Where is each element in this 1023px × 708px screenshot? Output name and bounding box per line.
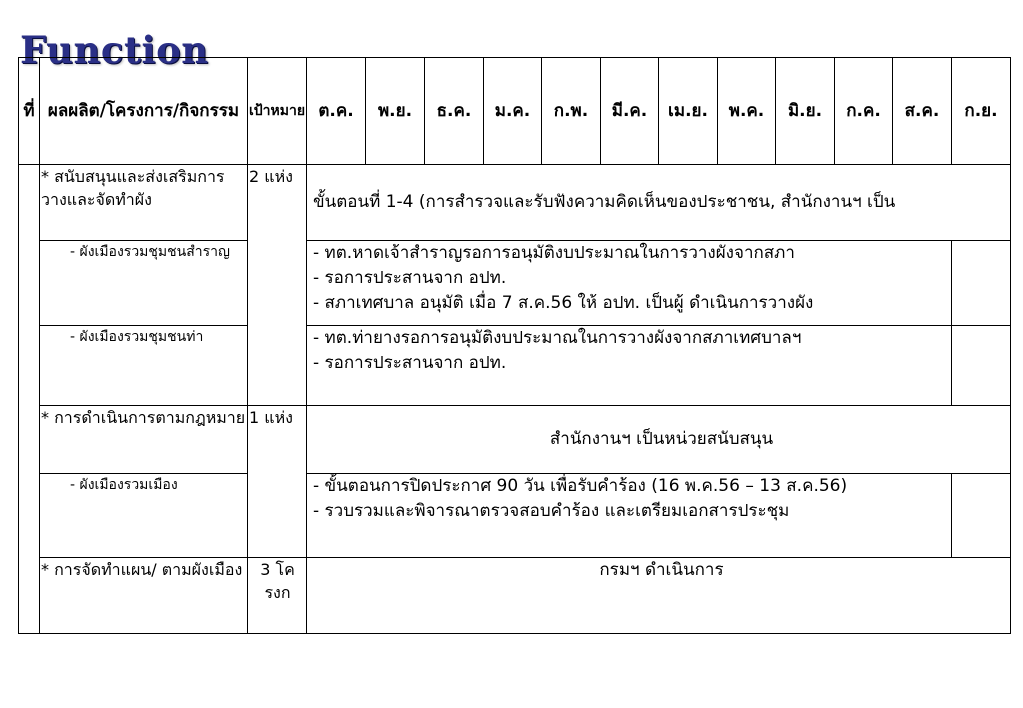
no-cell bbox=[19, 165, 40, 634]
empty-cell bbox=[952, 326, 1011, 406]
header-month: เม.ย. bbox=[659, 58, 718, 165]
item-name: - ผังเมืองรวมชุมชนสำราญ bbox=[40, 241, 248, 326]
header-month: ต.ค. bbox=[307, 58, 366, 165]
table-row bbox=[19, 474, 1011, 558]
header-month: ส.ค. bbox=[893, 58, 952, 165]
section-heading: * การดำเนินการตามกฎหมาย bbox=[40, 406, 248, 474]
header-row bbox=[19, 58, 1011, 165]
header-month: ก.พ. bbox=[542, 58, 601, 165]
table-row bbox=[19, 406, 1011, 474]
progress-line: - ทต.ท่ายางรอการอนุมัติงบประมาณในการวางผังจากสภาเทศบาลฯ bbox=[313, 328, 802, 348]
header-no: ที่ bbox=[19, 58, 40, 165]
header-month: มิ.ย. bbox=[776, 58, 835, 165]
header-month: มี.ค. bbox=[601, 58, 659, 165]
section-summary: ขั้นตอนที่ 1-4 (การสำรวจและรับฟังความคิดเห็นของประชาชน, สำนักงานฯ เป็น bbox=[307, 165, 1011, 241]
item-name: - ผังเมืองรวมชุมชนท่า bbox=[40, 326, 248, 406]
header-target: เป้าหมาย bbox=[248, 58, 307, 165]
header-month: ก.ค. bbox=[835, 58, 893, 165]
progress-line: - ขั้นตอนการปิดประกาศ 90 วัน เพื่อรับคำร้อง (16 พ.ค.56 – 13 ส.ค.56) bbox=[313, 476, 848, 496]
progress-line: - สภาเทศบาล อนุมัติ เมื่อ 7 ส.ค.56 ให้ อปท. เป็นผู้ ดำเนินการวางผัง bbox=[313, 293, 814, 313]
item-progress bbox=[307, 474, 952, 558]
progress-line: - รอการประสานจาก อปท. bbox=[313, 268, 507, 288]
table-row bbox=[19, 241, 1011, 326]
section-heading: * การจัดทำแผน/ ตามผังเมือง bbox=[40, 558, 248, 634]
header-project: ผลผลิต/โครงการ/กิจกรรม bbox=[40, 58, 248, 165]
empty-cell bbox=[952, 474, 1011, 558]
item-name: - ผังเมืองรวมเมือง bbox=[40, 474, 248, 558]
section-target: 2 แห่ง bbox=[248, 165, 307, 406]
progress-line: - รวบรวมและพิจารณาตรวจสอบคำร้อง และเตรียมเอกสารประชุม bbox=[313, 501, 790, 521]
page-title: Function bbox=[20, 28, 209, 72]
item-progress bbox=[307, 326, 952, 406]
section-summary: สำนักงานฯ เป็นหน่วยสนับสนุน bbox=[307, 406, 1011, 474]
section-target: 3 โครงก bbox=[248, 558, 307, 634]
progress-line: - ทต.หาดเจ้าสำราญรอการอนุมัติงบประมาณในการวางผังจากสภา bbox=[313, 243, 795, 263]
header-month: ก.ย. bbox=[952, 58, 1011, 165]
table-row bbox=[19, 165, 1011, 241]
item-progress bbox=[307, 241, 952, 326]
section-target: 1 แห่ง bbox=[248, 406, 307, 558]
header-month: พ.ย. bbox=[366, 58, 425, 165]
section-summary: กรมฯ ดำเนินการ bbox=[307, 558, 1011, 634]
table-row bbox=[19, 558, 1011, 634]
table-row bbox=[19, 326, 1011, 406]
header-month: ธ.ค. bbox=[425, 58, 484, 165]
progress-line: - รอการประสานจาก อปท. bbox=[313, 353, 507, 373]
schedule-table bbox=[18, 57, 1011, 634]
header-month: พ.ค. bbox=[718, 58, 776, 165]
section-heading: * สนับสนุนและส่งเสริมการวางและจัดทำผัง bbox=[40, 165, 248, 241]
header-month: ม.ค. bbox=[484, 58, 542, 165]
empty-cell bbox=[952, 241, 1011, 326]
